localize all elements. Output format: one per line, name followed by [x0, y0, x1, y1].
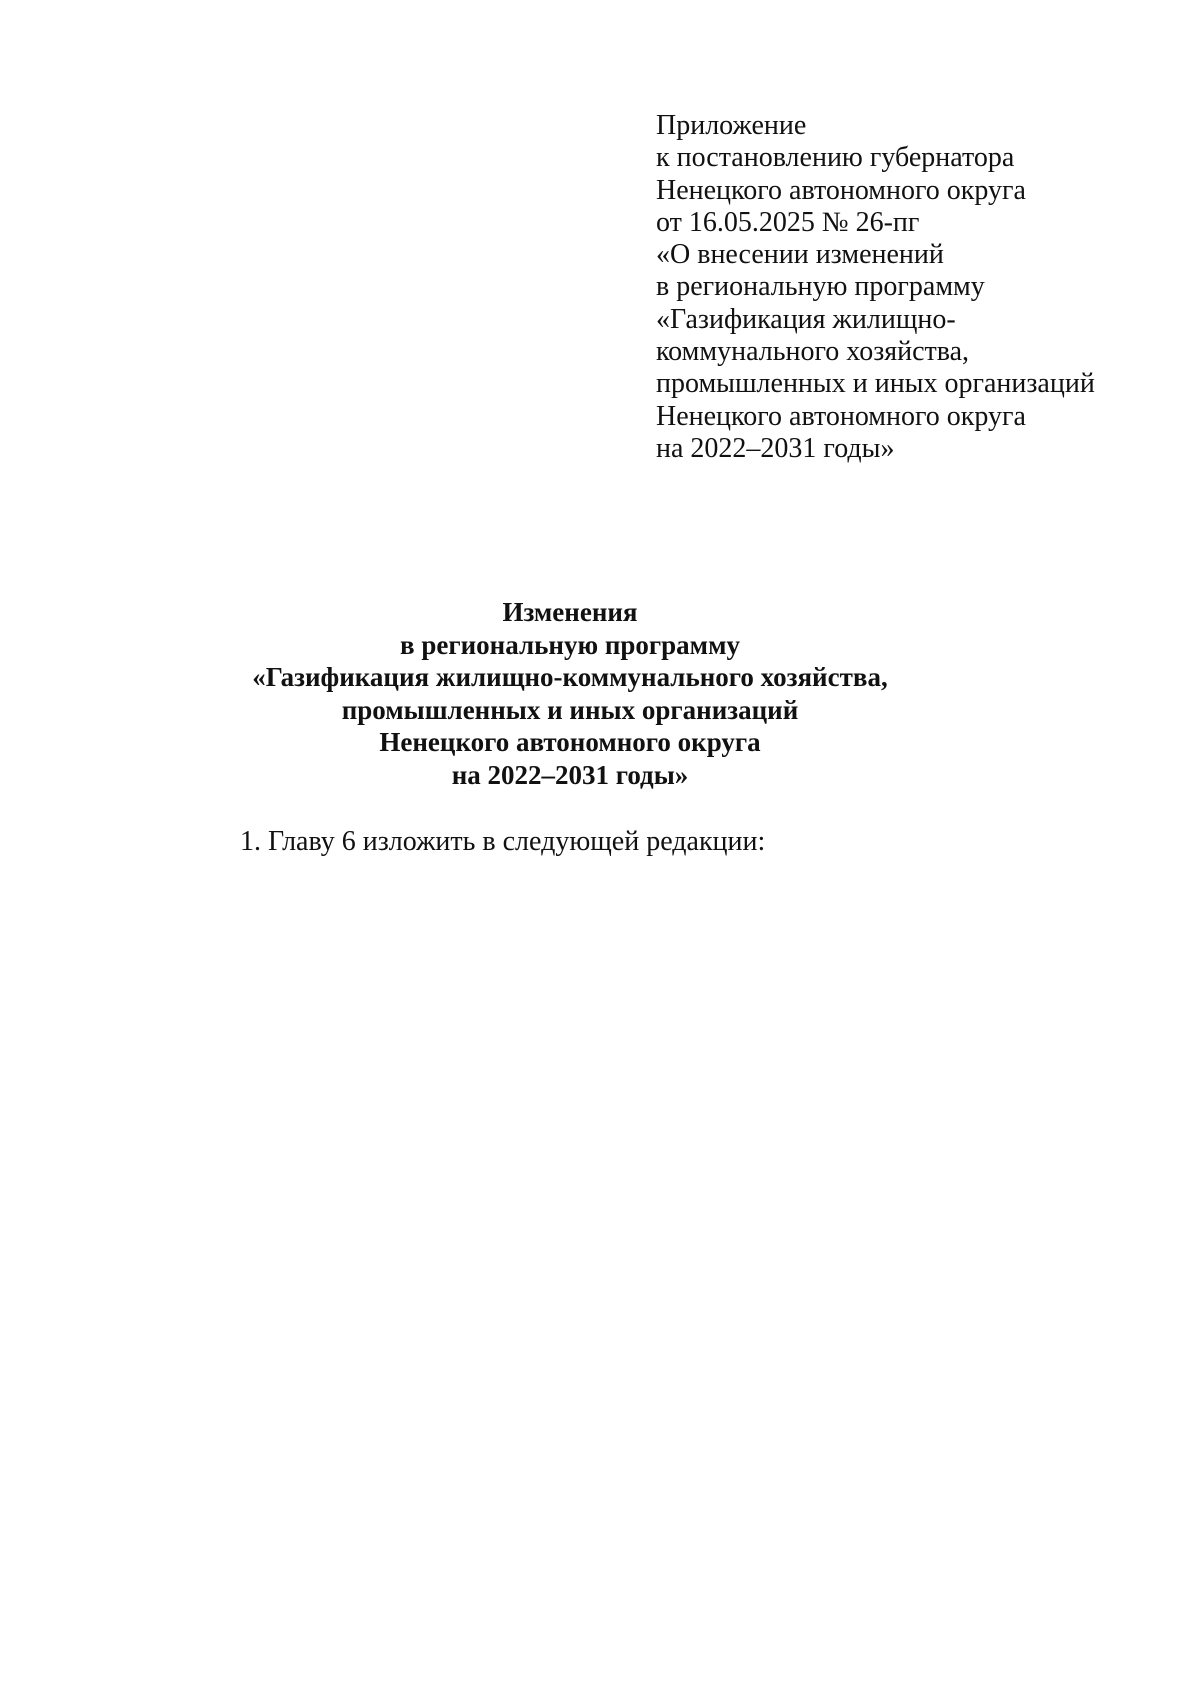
appendix-line: «Газификация жилищно- — [656, 303, 956, 335]
title-line: Ненецкого автономного округа — [379, 727, 761, 757]
appendix-line: к постановлению губернатора — [656, 142, 1015, 174]
appendix-line: промышленных и иных организаций — [656, 368, 1095, 400]
appendix-header — [656, 110, 1156, 465]
appendix-line: от 16.05.2025 № 26-пг — [656, 206, 920, 238]
title-line: Изменения — [502, 597, 638, 627]
title-line: «Газификация жилищно-коммунального хозяйства, — [252, 662, 888, 692]
title-line: на 2022–2031 годы» — [451, 759, 689, 790]
appendix-line: «О внесении изменений — [656, 239, 944, 271]
document-title — [140, 596, 1000, 791]
paragraph-item-1: 1. Главу 6 изложить в следующей редакции: — [240, 826, 766, 857]
title-line: в региональную программу — [400, 629, 740, 660]
appendix-line: коммунального хозяйства, — [656, 336, 970, 368]
appendix-line: в региональную программу — [656, 271, 985, 303]
appendix-line: Приложение — [656, 110, 807, 141]
appendix-line: на 2022–2031 годы» — [656, 432, 895, 464]
appendix-line: Ненецкого автономного округа — [656, 400, 1026, 432]
appendix-line: Ненецкого автономного округа — [656, 174, 1026, 206]
title-line: промышленных и иных организаций — [341, 694, 799, 725]
